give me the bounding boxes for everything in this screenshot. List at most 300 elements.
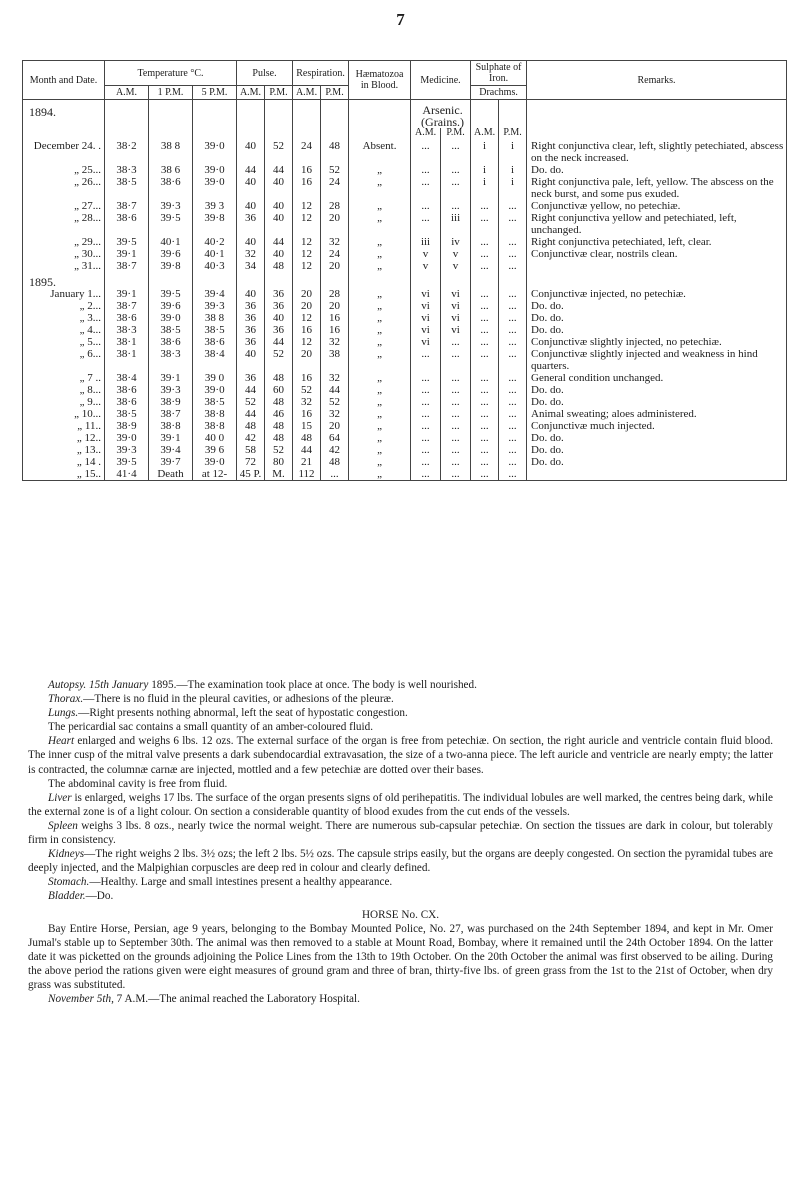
temp-1pm-cell: 39·5 bbox=[149, 288, 193, 300]
resp-am-cell: 12 bbox=[293, 312, 321, 324]
arsenic-am-cell: ... bbox=[411, 372, 441, 384]
sulphate-am-cell: ... bbox=[471, 200, 499, 212]
remarks-cell: Do. do. bbox=[527, 164, 787, 176]
table-row bbox=[23, 260, 787, 272]
year-label: 1895. bbox=[23, 272, 105, 288]
temp-1pm-cell: 40·1 bbox=[149, 236, 193, 248]
resp-am-cell: 24 bbox=[293, 140, 321, 164]
resp-am-cell: 20 bbox=[293, 348, 321, 372]
date-cell: „ 8... bbox=[23, 384, 105, 396]
resp-pm-cell: 52 bbox=[321, 396, 349, 408]
pulse-am-cell: 36 bbox=[237, 300, 265, 312]
lungs-text: —Right presents nothing abnormal, left the seat of hypostatic congestion. bbox=[78, 707, 408, 720]
resp-pm-cell: 64 bbox=[321, 432, 349, 444]
pulse-am-cell: 40 bbox=[237, 200, 265, 212]
temp-1pm-cell: 38 8 bbox=[149, 140, 193, 164]
remarks-cell bbox=[527, 260, 787, 272]
remarks-cell bbox=[527, 468, 787, 481]
spleen-text: weighs 3 lbs. 8 ozs., nearly twice the normal weight. There are numerous sub-capsular petechiæ. On section the tissues are dark in colour, but tolerably firm in consistency. bbox=[28, 819, 773, 847]
arsenic-am-cell: ... bbox=[411, 348, 441, 372]
arsenic-pm-cell: vi bbox=[441, 288, 471, 300]
sulphate-pm-cell: ... bbox=[499, 444, 527, 456]
arsenic-pm-cell: iii bbox=[441, 212, 471, 236]
temp-5pm-cell: 39 6 bbox=[193, 444, 237, 456]
pulse-am-cell: 52 bbox=[237, 396, 265, 408]
temp-5pm-cell: 40 0 bbox=[193, 432, 237, 444]
resp-pm-cell: 32 bbox=[321, 336, 349, 348]
pulse-pm-cell: 60 bbox=[265, 384, 293, 396]
pulse-pm-cell: 48 bbox=[265, 432, 293, 444]
date-cell: „ 28... bbox=[23, 212, 105, 236]
pulse-pm-cell: 52 bbox=[265, 140, 293, 164]
arsenic-pm-cell: vi bbox=[441, 312, 471, 324]
header-month: Month and Date. bbox=[23, 61, 105, 100]
pulse-pm-cell: 44 bbox=[265, 236, 293, 248]
date-cell: „ 26... bbox=[23, 176, 105, 200]
pulse-am-cell: 34 bbox=[237, 260, 265, 272]
bladder-label: Bladder. bbox=[48, 890, 86, 903]
pulse-am-cell: 44 bbox=[237, 164, 265, 176]
temp-1pm-cell: 38·8 bbox=[149, 420, 193, 432]
stomach-text: —Healthy. Large and small intestines present a healthy appearance. bbox=[89, 876, 393, 889]
temp-am-cell: 38·6 bbox=[105, 396, 149, 408]
november-label: November 5th, bbox=[48, 993, 114, 1006]
haematozoa-cell: „ bbox=[349, 324, 411, 336]
temp-1pm-cell: Death bbox=[149, 468, 193, 481]
sulphate-pm-cell: i bbox=[499, 176, 527, 200]
sulphate-am-cell: ... bbox=[471, 324, 499, 336]
temp-5pm-cell: 39·0 bbox=[193, 456, 237, 468]
resp-pm-cell: 48 bbox=[321, 456, 349, 468]
resp-pm-cell: 32 bbox=[321, 408, 349, 420]
header-temp-5pm: 5 P.M. bbox=[193, 86, 237, 100]
header-pulse-pm: P.M. bbox=[265, 86, 293, 100]
bladder-text: —Do. bbox=[85, 890, 114, 903]
sulphate-pm-cell: ... bbox=[499, 456, 527, 468]
autopsy-date: 15th January bbox=[89, 679, 149, 691]
resp-pm-cell: 20 bbox=[321, 212, 349, 236]
pulse-am-cell: 36 bbox=[237, 212, 265, 236]
table-row bbox=[23, 140, 787, 164]
date-cell: „ 2... bbox=[23, 300, 105, 312]
arsenic-pm-cell: ... bbox=[441, 420, 471, 432]
header-pulse: Pulse. bbox=[237, 61, 293, 86]
temp-5pm-cell: 39·0 bbox=[193, 140, 237, 164]
header-resp-am: A.M. bbox=[293, 86, 321, 100]
sulphate-am-cell: ... bbox=[471, 444, 499, 456]
resp-pm-cell: 42 bbox=[321, 444, 349, 456]
remarks-cell: Conjunctivæ yellow, no petechiæ. bbox=[527, 200, 787, 212]
temp-am-cell: 38·3 bbox=[105, 324, 149, 336]
temp-5pm-cell: 40·1 bbox=[193, 248, 237, 260]
arsenic-am-cell: v bbox=[411, 260, 441, 272]
pulse-pm-cell: 48 bbox=[265, 372, 293, 384]
sulphate-pm-cell: ... bbox=[499, 288, 527, 300]
temp-am-cell: 38·4 bbox=[105, 372, 149, 384]
pulse-pm-cell: 44 bbox=[265, 336, 293, 348]
liver-para bbox=[28, 791, 773, 819]
arsenic-pm-cell: ... bbox=[441, 164, 471, 176]
pulse-am-cell: 44 bbox=[237, 408, 265, 420]
sulphate-pm-cell: ... bbox=[499, 324, 527, 336]
temp-5pm-cell: 38·5 bbox=[193, 324, 237, 336]
sulphate-am-cell: ... bbox=[471, 420, 499, 432]
temp-am-cell: 38·1 bbox=[105, 336, 149, 348]
sulphate-pm-cell: ... bbox=[499, 236, 527, 248]
sulphate-am-cell: ... bbox=[471, 312, 499, 324]
sulphate-pm-cell: ... bbox=[499, 336, 527, 348]
arsenic-am-cell: ... bbox=[411, 164, 441, 176]
spleen-label: Spleen bbox=[48, 819, 78, 832]
date-cell: „ 15.. bbox=[23, 468, 105, 481]
pulse-pm-cell: 40 bbox=[265, 248, 293, 260]
heart-text: enlarged and weighs 6 lbs. 12 ozs. The external surface of the organ is free from petechiæ. On section, the right auricle and ventricle contain fluid blood. The inner cusp of the mitral valve presents a dark subendocardial extravasation, the size of a two-anna piece. The left auricle and ventricle are nearly empty; the latter is contracted, the columnæ carnæ are injected, mottled and a few petechiæ are dotted over their bases. bbox=[28, 735, 774, 776]
pulse-am-cell: 36 bbox=[237, 372, 265, 384]
arsenic-am-cell: ... bbox=[411, 396, 441, 408]
table-row bbox=[23, 176, 787, 200]
haematozoa-cell: „ bbox=[349, 384, 411, 396]
remarks-cell: Conjunctivæ slightly injected and weakness in hind quarters. bbox=[527, 348, 787, 372]
temp-1pm-cell: 39·4 bbox=[149, 444, 193, 456]
pulse-pm-cell: 44 bbox=[265, 164, 293, 176]
sulphate-pm-cell: ... bbox=[499, 248, 527, 260]
heart-label: Heart bbox=[48, 735, 75, 748]
date-cell: „ 25... bbox=[23, 164, 105, 176]
sulphate-am-cell: i bbox=[471, 164, 499, 176]
arsenic-am-cell: ... bbox=[411, 468, 441, 481]
november-para bbox=[28, 992, 773, 1006]
arsenic-pm-cell: v bbox=[441, 248, 471, 260]
sulphate-am-cell: ... bbox=[471, 260, 499, 272]
arsenic-pm-cell: vi bbox=[441, 324, 471, 336]
arsenic-am-cell: vi bbox=[411, 288, 441, 300]
temp-am-cell: 38·5 bbox=[105, 176, 149, 200]
sulphate-am-cell: ... bbox=[471, 468, 499, 481]
year-label: 1894. bbox=[23, 100, 105, 129]
haematozoa-cell: „ bbox=[349, 468, 411, 481]
haematozoa-cell: „ bbox=[349, 248, 411, 260]
resp-am-cell: 112 bbox=[293, 468, 321, 481]
table-row bbox=[23, 288, 787, 300]
sulphate-pm-cell: ... bbox=[499, 468, 527, 481]
pulse-pm-cell: 40 bbox=[265, 312, 293, 324]
pulse-pm-cell: 48 bbox=[265, 260, 293, 272]
stomach-label: Stomach. bbox=[48, 876, 90, 889]
resp-am-cell: 20 bbox=[293, 300, 321, 312]
pulse-am-cell: 40 bbox=[237, 348, 265, 372]
sulphate-pm-cell: i bbox=[499, 140, 527, 164]
pulse-pm-cell: 36 bbox=[265, 300, 293, 312]
resp-pm-cell: 20 bbox=[321, 420, 349, 432]
pulse-am-cell: 36 bbox=[237, 312, 265, 324]
temp-5pm-cell: 39·3 bbox=[193, 300, 237, 312]
sulphate-am-cell: ... bbox=[471, 384, 499, 396]
arsenic-am-cell: ... bbox=[411, 420, 441, 432]
clinical-chart-table bbox=[22, 60, 787, 481]
resp-pm-cell: 48 bbox=[321, 140, 349, 164]
sulphate-pm-cell: ... bbox=[499, 432, 527, 444]
year-row-1894 bbox=[23, 100, 787, 129]
lungs-label: Lungs. bbox=[48, 707, 79, 720]
table-row bbox=[23, 468, 787, 481]
arsenic-pm-cell: ... bbox=[441, 200, 471, 212]
sulphate-am-cell: ... bbox=[471, 288, 499, 300]
haematozoa-cell: „ bbox=[349, 312, 411, 324]
pulse-pm-cell: 46 bbox=[265, 408, 293, 420]
date-cell: „ 10... bbox=[23, 408, 105, 420]
remarks-cell: Conjunctivæ slightly injected, no petechiæ. bbox=[527, 336, 787, 348]
liver-label: Liver bbox=[48, 791, 72, 804]
temp-5pm-cell: 38·5 bbox=[193, 396, 237, 408]
table-row bbox=[23, 348, 787, 372]
resp-pm-cell: 28 bbox=[321, 288, 349, 300]
arsenic-pm-cell: ... bbox=[441, 140, 471, 164]
temp-1pm-cell: 39·1 bbox=[149, 372, 193, 384]
arsenic-am-cell: ... bbox=[411, 212, 441, 236]
temp-5pm-cell: 39·4 bbox=[193, 288, 237, 300]
header-pulse-am: A.M. bbox=[237, 86, 265, 100]
pulse-pm-cell: 80 bbox=[265, 456, 293, 468]
autopsy-text: 1895.—The examination took place at once. The body is well nourished. bbox=[151, 679, 477, 691]
horse-para: Bay Entire Horse, Persian, age 9 years, belonging to the Bombay Mounted Police, No. 27, was purchased on the 24th September 1894, and kept in Mr. Omer Jumal's stable up to September 30th. The animal was then removed to a stable at Mount Road, Bombay, where it remained until the 24th October 1894. On the latter date it was picketted on the grounds adjoining the Police Lines from the 13th to 19th October. On the 20th October the animal was first observed to be ailing. During the above period the rations given were eight measures of ground gram and three of bran, thirty-five lbs. of green grass from the 1st to the 21st of October, when dry grass was substituted. bbox=[28, 922, 773, 991]
arsenic-pm-cell: ... bbox=[441, 444, 471, 456]
date-cell: „ 9... bbox=[23, 396, 105, 408]
date-cell: „ 12.. bbox=[23, 432, 105, 444]
arsenic-pm-cell: ... bbox=[441, 384, 471, 396]
resp-pm-cell: ... bbox=[321, 468, 349, 481]
pulse-pm-cell: 36 bbox=[265, 324, 293, 336]
table-row bbox=[23, 312, 787, 324]
arsenic-am-cell: vi bbox=[411, 312, 441, 324]
temp-5pm-cell: 39·0 bbox=[193, 384, 237, 396]
temp-am-cell: 38·7 bbox=[105, 300, 149, 312]
arsenic-am-cell: ... bbox=[411, 176, 441, 200]
date-cell: „ 7 .. bbox=[23, 372, 105, 384]
sulphate-pm-cell: ... bbox=[499, 348, 527, 372]
haematozoa-cell: „ bbox=[349, 164, 411, 176]
haematozoa-cell: „ bbox=[349, 348, 411, 372]
sulphate-pm-cell: ... bbox=[499, 396, 527, 408]
temp-1pm-cell: 39·1 bbox=[149, 432, 193, 444]
header-remarks: Remarks. bbox=[527, 61, 787, 100]
haematozoa-cell: „ bbox=[349, 420, 411, 432]
temp-1pm-cell: 39·8 bbox=[149, 260, 193, 272]
remarks-cell: Conjunctivæ much injected. bbox=[527, 420, 787, 432]
date-cell: „ 14 . bbox=[23, 456, 105, 468]
arsenic-pm-cell: ... bbox=[441, 372, 471, 384]
temp-1pm-cell: 38·5 bbox=[149, 324, 193, 336]
temp-am-cell: 39·1 bbox=[105, 288, 149, 300]
arsenic-pm-cell: ... bbox=[441, 336, 471, 348]
sulphate-pm-cell: ... bbox=[499, 420, 527, 432]
temp-1pm-cell: 38 6 bbox=[149, 164, 193, 176]
temp-am-cell: 38·2 bbox=[105, 140, 149, 164]
lungs-para bbox=[28, 706, 773, 720]
sulphate-am: A.M. bbox=[471, 128, 499, 140]
resp-pm-cell: 20 bbox=[321, 300, 349, 312]
pulse-pm-cell: 48 bbox=[265, 420, 293, 432]
arsenic-am-cell: vi bbox=[411, 324, 441, 336]
pulse-pm-cell: 40 bbox=[265, 212, 293, 236]
am-pm-subrow bbox=[23, 128, 787, 140]
temp-1pm-cell: 39·7 bbox=[149, 456, 193, 468]
resp-am-cell: 44 bbox=[293, 444, 321, 456]
table-row bbox=[23, 456, 787, 468]
haematozoa-cell: „ bbox=[349, 336, 411, 348]
pulse-am-cell: 45 P. bbox=[237, 468, 265, 481]
table-row bbox=[23, 432, 787, 444]
resp-am-cell: 16 bbox=[293, 324, 321, 336]
sulphate-pm-cell: ... bbox=[499, 200, 527, 212]
temp-am-cell: 39·0 bbox=[105, 432, 149, 444]
table-row bbox=[23, 420, 787, 432]
temp-1pm-cell: 38·7 bbox=[149, 408, 193, 420]
sulphate-am-cell: ... bbox=[471, 336, 499, 348]
sulphate-pm-cell: ... bbox=[499, 212, 527, 236]
haematozoa-cell: „ bbox=[349, 236, 411, 248]
sulphate-am-cell: i bbox=[471, 140, 499, 164]
temp-1pm-cell: 39·0 bbox=[149, 312, 193, 324]
date-cell: „ 30... bbox=[23, 248, 105, 260]
resp-pm-cell: 32 bbox=[321, 236, 349, 248]
page-number: 7 bbox=[396, 10, 405, 29]
bladder-para bbox=[28, 889, 773, 903]
spleen-para bbox=[28, 819, 773, 847]
resp-am-cell: 16 bbox=[293, 176, 321, 200]
arsenic-am-cell: vi bbox=[411, 336, 441, 348]
autopsy-para bbox=[28, 678, 773, 692]
header-sulphate: Sulphate of Iron. bbox=[471, 61, 527, 86]
pulse-am-cell: 44 bbox=[237, 384, 265, 396]
temp-5pm-cell: 39·0 bbox=[193, 176, 237, 200]
temp-1pm-cell: 39·3 bbox=[149, 200, 193, 212]
resp-pm-cell: 32 bbox=[321, 372, 349, 384]
table-row bbox=[23, 408, 787, 420]
resp-am-cell: 20 bbox=[293, 288, 321, 300]
pericardial-para: The pericardial sac contains a small quantity of an amber-coloured fluid. bbox=[48, 721, 374, 734]
temp-5pm-cell: 39 0 bbox=[193, 372, 237, 384]
sulphate-am-cell: ... bbox=[471, 408, 499, 420]
temp-am-cell: 38·5 bbox=[105, 408, 149, 420]
haematozoa-cell: „ bbox=[349, 408, 411, 420]
sulphate-am-cell: ... bbox=[471, 248, 499, 260]
remarks-cell: Do. do. bbox=[527, 300, 787, 312]
date-cell: „ 4... bbox=[23, 324, 105, 336]
autopsy-narrative bbox=[28, 678, 773, 1006]
arsenic-pm-cell: ... bbox=[441, 348, 471, 372]
temp-1pm-cell: 38·3 bbox=[149, 348, 193, 372]
haematozoa-cell: „ bbox=[349, 372, 411, 384]
temp-1pm-cell: 39·3 bbox=[149, 384, 193, 396]
header-temp-am: A.M. bbox=[105, 86, 149, 100]
pulse-am-cell: 48 bbox=[237, 420, 265, 432]
thorax-text: —There is no fluid in the pleural cavities, or adhesions of the pleuræ. bbox=[83, 693, 394, 706]
resp-pm-cell: 24 bbox=[321, 248, 349, 260]
table-row bbox=[23, 164, 787, 176]
resp-am-cell: 48 bbox=[293, 432, 321, 444]
arsenic-am-cell: vi bbox=[411, 300, 441, 312]
table-row bbox=[23, 200, 787, 212]
temp-am-cell: 39·1 bbox=[105, 248, 149, 260]
arsenic-pm-cell: ... bbox=[441, 176, 471, 200]
heart-para bbox=[28, 734, 773, 776]
table-row bbox=[23, 396, 787, 408]
table-row bbox=[23, 444, 787, 456]
temp-1pm-cell: 39·6 bbox=[149, 300, 193, 312]
temp-am-cell: 38·6 bbox=[105, 312, 149, 324]
resp-am-cell: 16 bbox=[293, 164, 321, 176]
remarks-cell: Do. do. bbox=[527, 456, 787, 468]
temp-5pm-cell: 38·8 bbox=[193, 420, 237, 432]
remarks-cell: Do. do. bbox=[527, 384, 787, 396]
remarks-cell: Do. do. bbox=[527, 432, 787, 444]
temp-am-cell: 38·7 bbox=[105, 260, 149, 272]
header-medicine: Medicine. bbox=[411, 61, 471, 100]
pulse-am-cell: 36 bbox=[237, 324, 265, 336]
sulphate-am-cell: ... bbox=[471, 300, 499, 312]
haematozoa-cell: „ bbox=[349, 212, 411, 236]
temp-1pm-cell: 38·9 bbox=[149, 396, 193, 408]
remarks-cell: General condition unchanged. bbox=[527, 372, 787, 384]
table-row bbox=[23, 384, 787, 396]
date-cell: „ 5... bbox=[23, 336, 105, 348]
sulphate-am-cell: i bbox=[471, 176, 499, 200]
resp-am-cell: 16 bbox=[293, 408, 321, 420]
pulse-pm-cell: 52 bbox=[265, 348, 293, 372]
resp-am-cell: 21 bbox=[293, 456, 321, 468]
resp-am-cell: 12 bbox=[293, 212, 321, 236]
date-cell: „ 6... bbox=[23, 348, 105, 372]
date-cell: „ 11.. bbox=[23, 420, 105, 432]
resp-am-cell: 12 bbox=[293, 236, 321, 248]
remarks-cell: Do. do. bbox=[527, 324, 787, 336]
temp-am-cell: 41·4 bbox=[105, 468, 149, 481]
temp-1pm-cell: 39·6 bbox=[149, 248, 193, 260]
temp-am-cell: 38·6 bbox=[105, 212, 149, 236]
autopsy-label: Autopsy. bbox=[48, 679, 87, 691]
remarks-cell: Animal sweating; aloes administered. bbox=[527, 408, 787, 420]
resp-am-cell: 12 bbox=[293, 248, 321, 260]
arsenic-am-cell: ... bbox=[411, 456, 441, 468]
resp-am-cell: 52 bbox=[293, 384, 321, 396]
temp-5pm-cell: 40·2 bbox=[193, 236, 237, 248]
date-cell: „ 13.. bbox=[23, 444, 105, 456]
liver-text: is enlarged, weighs 17 lbs. The surface of the organ presents signs of old perihepatitis. The individual lobules are well marked, the centres being dark, while the external zone is of a light colour. On section a considerable quantity of blood exudes from the cut ends of the vessels. bbox=[28, 791, 773, 818]
resp-am-cell: 12 bbox=[293, 260, 321, 272]
table-row bbox=[23, 372, 787, 384]
haematozoa-cell: „ bbox=[349, 444, 411, 456]
date-cell: „ 27... bbox=[23, 200, 105, 212]
pulse-pm-cell: 40 bbox=[265, 200, 293, 212]
remarks-cell: Right conjunctiva clear, left, slightly petechiated, abscess on the neck increased. bbox=[527, 140, 787, 164]
temp-5pm-cell: 39·0 bbox=[193, 164, 237, 176]
sulphate-am-cell: ... bbox=[471, 372, 499, 384]
arsenic-pm-cell: ... bbox=[441, 468, 471, 481]
arsenic-am: A.M. bbox=[411, 128, 441, 140]
haematozoa-cell: „ bbox=[349, 200, 411, 212]
haematozoa-cell: „ bbox=[349, 176, 411, 200]
resp-am-cell: 16 bbox=[293, 372, 321, 384]
sulphate-pm-cell: ... bbox=[499, 384, 527, 396]
table-row bbox=[23, 336, 787, 348]
remarks-cell: Conjunctivæ injected, no petechiæ. bbox=[527, 288, 787, 300]
arsenic-pm-cell: ... bbox=[441, 408, 471, 420]
arsenic-subheader: Arsenic. (Grains.) bbox=[411, 100, 471, 129]
temp-5pm-cell: 40·3 bbox=[193, 260, 237, 272]
sulphate-am-cell: ... bbox=[471, 432, 499, 444]
temp-am-cell: 39·5 bbox=[105, 236, 149, 248]
resp-am-cell: 12 bbox=[293, 336, 321, 348]
